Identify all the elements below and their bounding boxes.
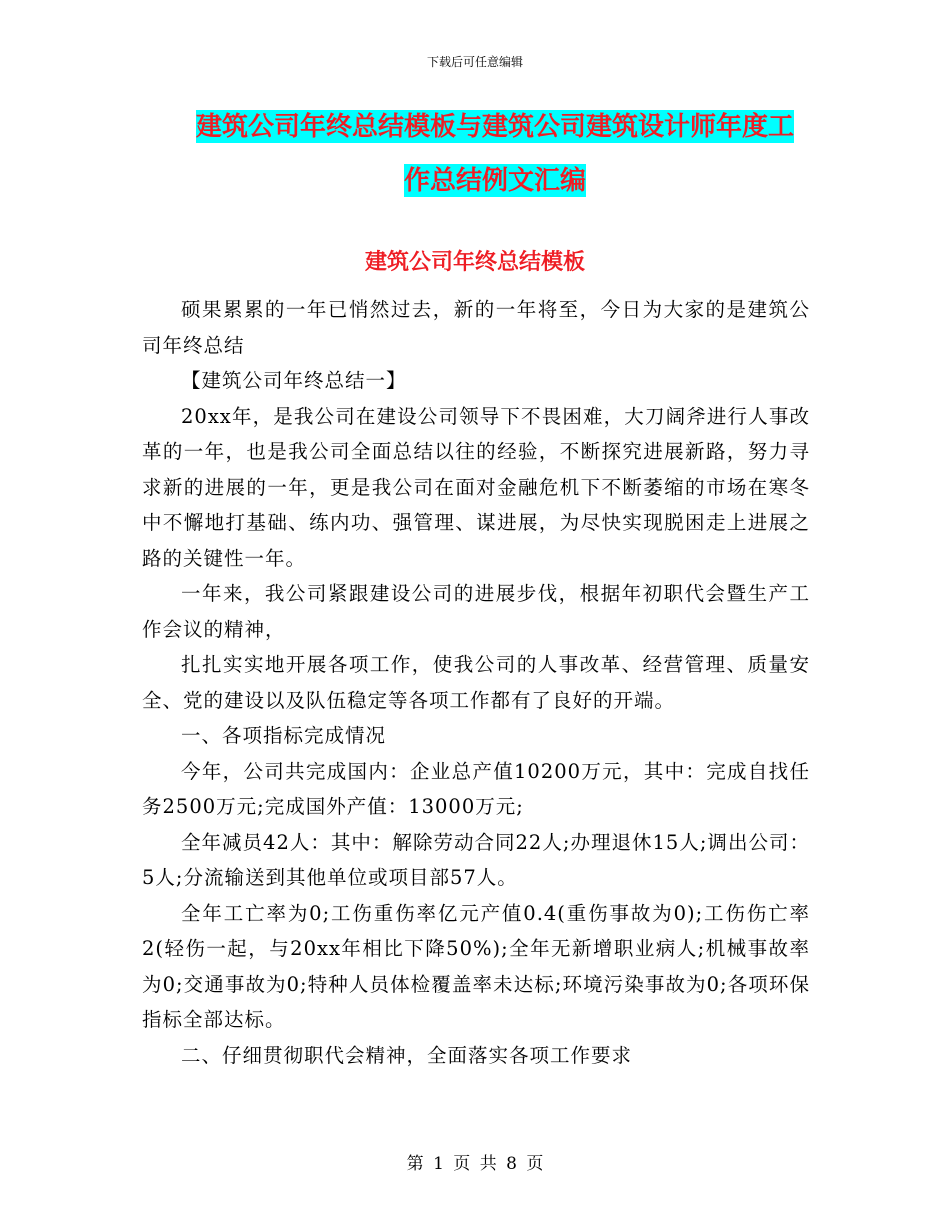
paragraph-intro: 硕果累累的一年已悄然过去，新的一年将至，今日为大家的是建筑公司年终总结	[142, 298, 810, 357]
title-highlight-1: 建筑公司年终总结模板与建筑公司建筑设计师年度工	[195, 112, 794, 142]
document-title-line-1	[100, 112, 890, 143]
paragraph-heading-part-one: 【建筑公司年终总结一】	[181, 369, 407, 392]
paragraph-safety-rates: 全年工亡率为0;工伤重伤率亿元产值0.4(重伤事故为0);工伤伤亡率2(轻伤一起，与20xx年相比下降50%);全年无新增职业病人;机械事故率为0;交通事故为0;特种人员体检覆盖率未达标;环境污染事故为0;各项环保指标全部达标。	[142, 901, 810, 1031]
body-text	[142, 292, 810, 1073]
paragraph-staff-reduction: 全年减员42人：其中：解除劳动合同22人;办理退休15人;调出公司：5人;分流输送到其他单位或项目部57人。	[142, 830, 810, 889]
paragraph-year-summary: 20xx年，是我公司在建设公司领导下不畏困难，大刀阔斧进行人事改革的一年，也是我公司全面总结以往的经验，不断探究进展新路，努力寻求新的进展的一年，更是我公司在面对金融危机下不断萎缩的市场在寒冬中不懈地打基础、练内功、强管理、谋进展，为尽快实现脱困走上进展之路的关键性一年。	[142, 404, 810, 570]
paragraph-output-value: 今年，公司共完成国内：企业总产值10200万元，其中：完成自找任务2500万元;完成国外产值：13000万元;	[142, 759, 810, 818]
paragraph-following-pace: 一年来，我公司紧跟建设公司的进展步伐，根据年初职代会暨生产工作会议的精神，	[142, 582, 810, 641]
document-title-line-2	[100, 166, 890, 197]
header-note: 下载后可任意编辑	[426, 55, 523, 69]
document-title	[100, 112, 890, 220]
paragraph-heading-indicators: 一、各项指标完成情况	[181, 724, 387, 747]
title-highlight-2: 作总结例文汇编	[403, 166, 586, 196]
paragraph-heading-implementation: 二、仔细贯彻职代会精神，全面落实各项工作要求	[181, 1043, 633, 1067]
page-number-footer: 第 1 页 共 8 页	[406, 1154, 544, 1174]
paragraph-work-carried-out: 扎扎实实地开展各项工作，使我公司的人事改革、经营管理、质量安全、党的建设以及队伍稳定等各项工作都有了良好的开端。	[142, 653, 810, 712]
section-title: 建筑公司年终总结模板	[364, 250, 585, 275]
